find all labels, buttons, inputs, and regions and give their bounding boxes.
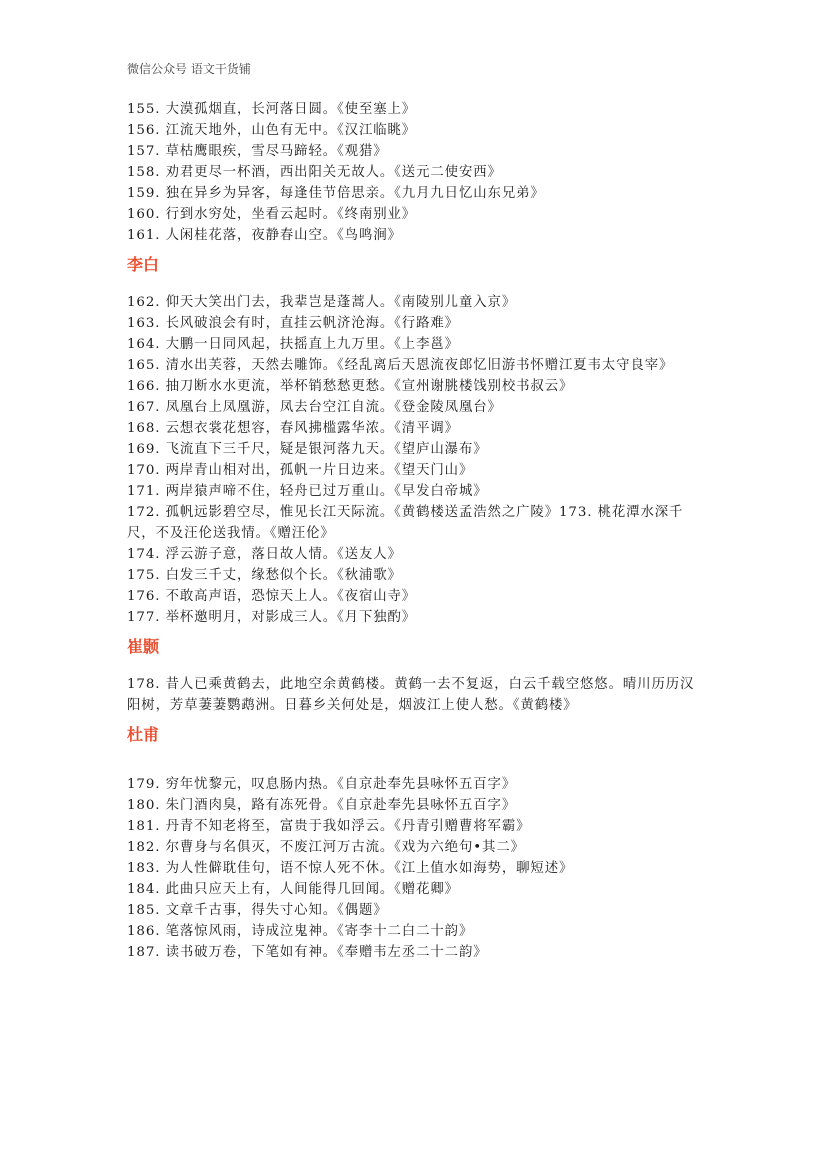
poem-line: 175. 白发三千丈，缘愁似个长。《秋浦歌》 [127, 568, 402, 583]
poem-line: 181. 丹青不知老将至，富贵于我如浮云。《丹青引赠曹将军霸》 [127, 819, 531, 834]
poem-line: 168. 云想衣裳花想容，春风拂槛露华浓。《清平调》 [127, 421, 459, 436]
poem-line: 170. 两岸青山相对出，孤帆一片日边来。《望天门山》 [127, 463, 474, 478]
poem-line: 183. 为人性僻耽佳句，语不惊人死不休。《江上值水如海势，聊短述》 [127, 861, 574, 876]
page-header: 微信公众号 语文干货铺 [127, 62, 251, 76]
poem-line: 166. 抽刀断水水更流，举杯销愁愁更愁。《宣州谢朓楼饯别校书叔云》 [127, 379, 574, 394]
poem-line: 171. 两岸猿声啼不住，轻舟已过万重山。《早发白帝城》 [127, 484, 488, 499]
poem-line: 182. 尔曹身与名俱灭，不废江河万古流。《戏为六绝句•其二》 [127, 840, 525, 855]
poem-line: 178. 昔人已乘黄鹤去，此地空余黄鹤楼。黄鹤一去不复返，白云千载空悠悠。晴川历历汉阳树，芳草萋萋鹦鹉洲。日暮乡关何处是，烟波江上使人愁。《黄鹤楼》 [127, 677, 695, 713]
document-body [127, 99, 707, 963]
section-libai [127, 292, 707, 628]
poem-line: 172. 孤帆远影碧空尽，惟见长江天际流。《黄鹤楼送孟浩然之广陵》173. 桃花潭水深千尺，不及汪伦送我情。《赠汪伦》 [127, 505, 684, 541]
poem-line: 186. 笔落惊风雨，诗成泣鬼神。《寄李十二白二十韵》 [127, 924, 474, 939]
poem-line: 177. 举杯邀明月，对影成三人。《月下独酌》 [127, 610, 417, 625]
poem-line: 167. 凤凰台上凤凰游，凤去台空江自流。《登金陵凤凰台》 [127, 400, 502, 415]
section-wangwei-tail [127, 99, 707, 246]
poem-line: 165. 清水出芙蓉，天然去雕饰。《经乱离后天恩流夜郎忆旧游书怀赠江夏韦太守良宰》 [127, 358, 674, 373]
poem-line: 164. 大鹏一日同风起，扶摇直上九万里。《上李邕》 [127, 337, 459, 352]
poem-line: 176. 不敢高声语，恐惊天上人。《夜宿山寺》 [127, 589, 417, 604]
poem-line: 162. 仰天大笑出门去，我辈岂是蓬蒿人。《南陵别儿童入京》 [127, 295, 517, 310]
section-heading-libai: 李白 [127, 255, 160, 274]
poem-line: 174. 浮云游子意，落日故人情。《送友人》 [127, 547, 402, 562]
poem-line: 185. 文章千古事，得失寸心知。《偶题》 [127, 903, 388, 918]
section-heading-dufu: 杜甫 [127, 725, 160, 744]
poem-line: 157. 草枯鹰眼疾，雪尽马蹄轻。《观猎》 [127, 144, 388, 159]
poem-line: 161. 人闲桂花落，夜静春山空。《鸟鸣涧》 [127, 228, 402, 243]
poem-line: 163. 长风破浪会有时，直挂云帆济沧海。《行路难》 [127, 316, 459, 331]
poem-line: 187. 读书破万卷，下笔如有神。《奉赠韦左丞二十二韵》 [127, 945, 488, 960]
poem-line: 160. 行到水穷处，坐看云起时。《终南别业》 [127, 207, 417, 222]
poem-line: 155. 大漠孤烟直，长河落日圆。《使至塞上》 [127, 102, 417, 117]
section-dufu [127, 774, 707, 963]
poem-line: 184. 此曲只应天上有，人间能得几回闻。《赠花卿》 [127, 882, 459, 897]
poem-line: 159. 独在异乡为异客，每逢佳节倍思亲。《九月九日忆山东兄弟》 [127, 186, 545, 201]
section-cuihao [127, 674, 707, 716]
poem-line: 179. 穷年忧黎元，叹息肠内热。《自京赴奉先县咏怀五百字》 [127, 777, 517, 792]
section-heading-cuihao: 崔颢 [127, 637, 160, 656]
poem-line: 169. 飞流直下三千尺，疑是银河落九天。《望庐山瀑布》 [127, 442, 488, 457]
poem-line: 156. 江流天地外，山色有无中。《汉江临眺》 [127, 123, 417, 138]
poem-line: 180. 朱门酒肉臭，路有冻死骨。《自京赴奉先县咏怀五百字》 [127, 798, 517, 813]
poem-line: 158. 劝君更尽一杯酒，西出阳关无故人。《送元二使安西》 [127, 165, 502, 180]
